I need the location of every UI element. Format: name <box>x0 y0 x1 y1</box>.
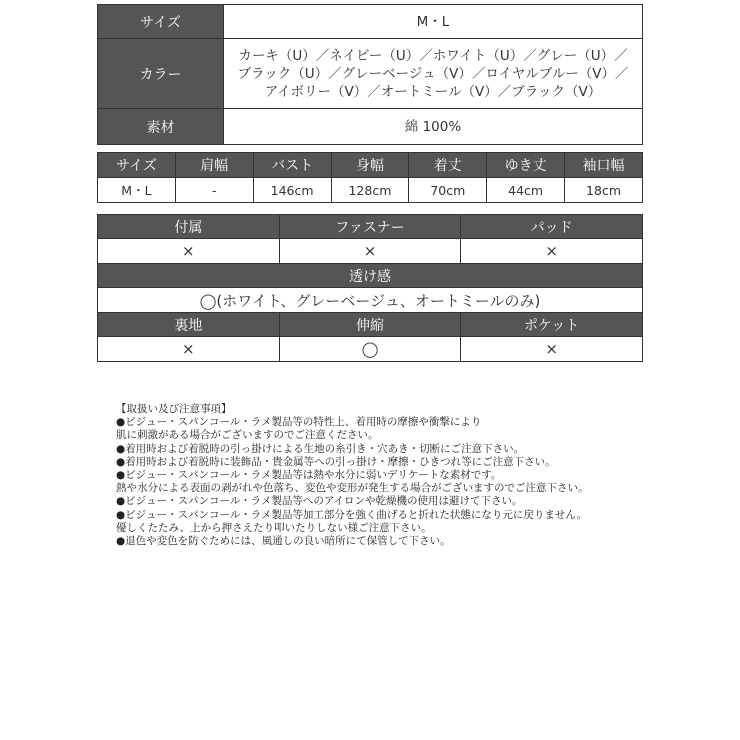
feature-value: ◯ <box>279 337 461 362</box>
size-cell: 44cm <box>487 178 565 203</box>
feature-value: × <box>461 337 643 362</box>
size-cell: 146cm <box>253 178 331 203</box>
features-table <box>97 214 643 362</box>
size-header: 着丈 <box>409 153 487 178</box>
size-cell: - <box>175 178 253 203</box>
care-line: ●ビジュー・スパンコール・ラメ製品等の特性上、着用時の摩擦や衝撃により <box>116 416 482 429</box>
size-label: サイズ <box>98 5 224 39</box>
size-table <box>97 152 643 203</box>
material-value: 綿 100% <box>224 109 643 145</box>
size-cell: 128cm <box>331 178 409 203</box>
care-line: ●ビジュー・スパンコール・ラメ製品等へのアイロンや乾燥機の使用は避けて下さい。 <box>116 495 523 508</box>
feature-header: ファスナー <box>279 215 461 239</box>
size-header: 袖口幅 <box>565 153 643 178</box>
size-header: サイズ <box>98 153 176 178</box>
care-line: ●ビジュー・スパンコール・ラメ製品等は熱や水分に弱いデリケートな素材です。 <box>116 469 502 482</box>
material-label: 素材 <box>98 109 224 145</box>
care-line: ●退色や変色を防ぐためには、風通しの良い暗所にて保管して下さい。 <box>116 535 451 548</box>
care-line: 熱や水分による表面の剥がれや色落ち、変色や変形が発生する場合がございますのでご注意下さい。 <box>116 482 589 495</box>
color-value <box>224 39 643 109</box>
size-cell: 18cm <box>565 178 643 203</box>
feature-value: × <box>98 337 280 362</box>
size-cell: 70cm <box>409 178 487 203</box>
color-label: カラー <box>98 39 224 109</box>
care-notes <box>116 403 636 548</box>
feature-header: 裏地 <box>98 313 280 337</box>
color-line: カーキ（U）／ネイビー（U）／ホワイト（U）／グレー（U）／ <box>238 47 628 64</box>
feature-header: 付属 <box>98 215 280 239</box>
product-info-table <box>97 4 643 145</box>
care-line: 優しくたたみ、上から押さえたり叩いたりしない様ご注意下さい。 <box>116 521 432 534</box>
transparency-value: ◯(ホワイト、グレーベージュ、オートミールのみ) <box>98 288 643 313</box>
size-value: M・L <box>224 5 643 39</box>
size-cell: M・L <box>98 178 176 203</box>
care-line: ●ビジュー・スパンコール・ラメ製品等加工部分を強く曲げると折れた状態になり元に戻りません。 <box>116 508 588 521</box>
feature-header: ポケット <box>461 313 643 337</box>
color-line: アイボリー（V）／オートミール（V）／ブラック（V） <box>264 83 602 100</box>
feature-header: 伸縮 <box>279 313 461 337</box>
care-line: ●着用時および着脱時の引っ掛けによる生地の糸引き・穴あき・切断にご注意下さい。 <box>116 442 525 455</box>
care-title: 【取扱い及び注意事項】 <box>116 403 232 415</box>
feature-value: × <box>461 239 643 264</box>
feature-value: × <box>98 239 280 264</box>
care-line: ●着用時および着脱時に装飾品・貴金属等への引っ掛け・摩擦・ひきつれ等にご注意下さい。 <box>116 455 556 468</box>
care-line: 肌に刺激がある場合がございますのでご注意ください。 <box>116 429 379 442</box>
size-header: 肩幅 <box>175 153 253 178</box>
size-header: バスト <box>253 153 331 178</box>
feature-header: パッド <box>461 215 643 239</box>
feature-value: × <box>279 239 461 264</box>
size-header: ゆき丈 <box>487 153 565 178</box>
size-header: 身幅 <box>331 153 409 178</box>
transparency-header: 透け感 <box>98 264 643 288</box>
color-line: ブラック（U）／グレーベージュ（V）／ロイヤルブルー（V）／ <box>237 65 629 82</box>
